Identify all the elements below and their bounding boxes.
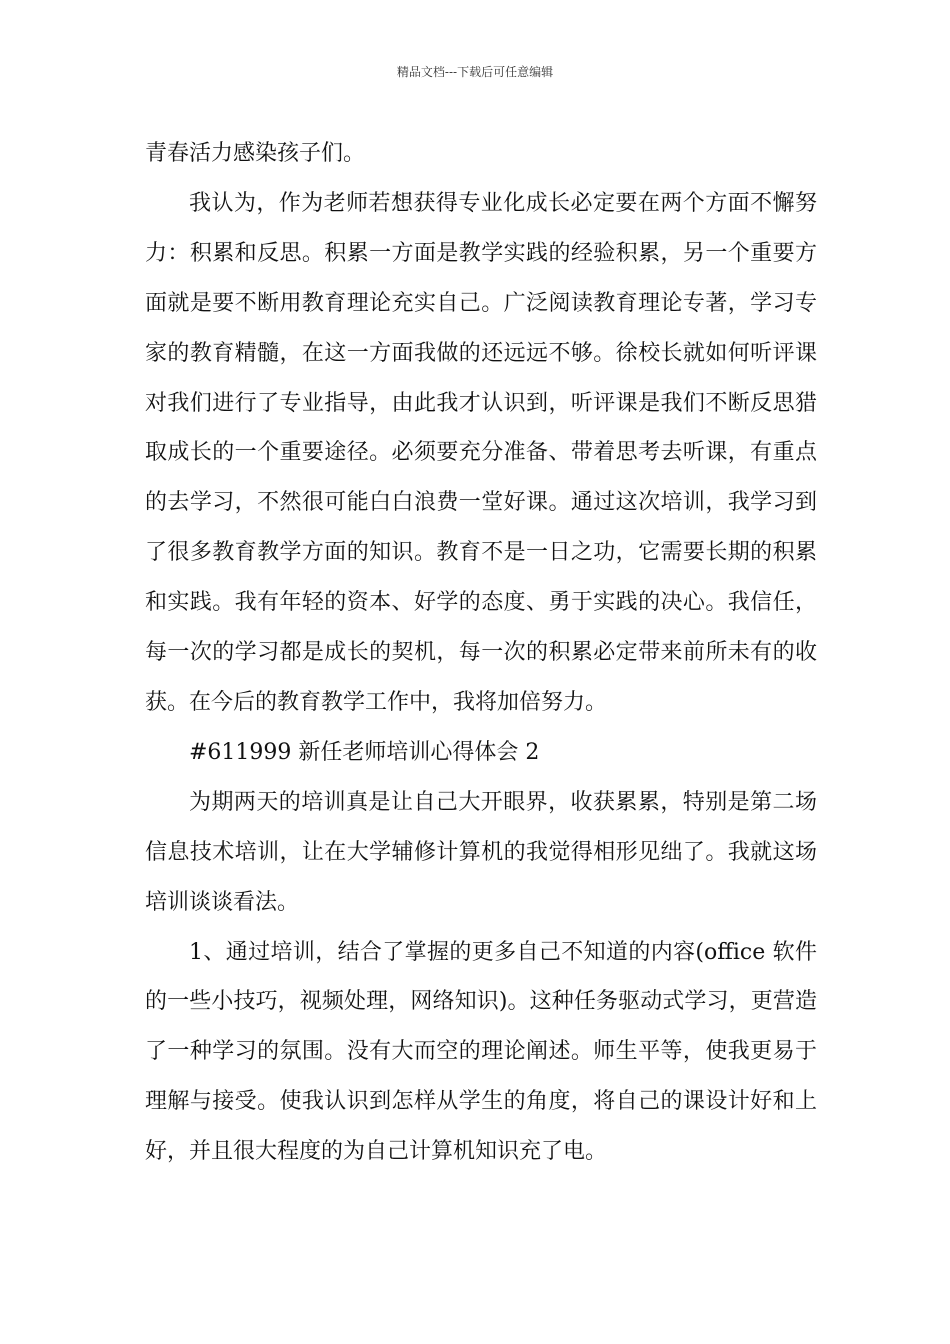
page-header: 精品文档---下载后可任意编辑 [396,65,554,79]
paragraph-3: 为期两天的培训真是让自己大开眼界，收获累累，特别是第二场信息技术培训，让在大学辅修计算机的我觉得相形见绌了。我就这场培训谈谈看法。 [145,789,817,915]
section-heading: #611999 新任老师培训心得体会 2 [189,739,540,765]
document-body [145,129,817,1177]
paragraph-1: 青春活力感染孩子们。 [145,141,366,166]
paragraph-2: 我认为，作为老师若想获得专业化成长必定要在两个方面不懈努力：积累和反思。积累一方面是教学实践的经验积累，另一个重要方面就是要不断用教育理论充实自己。广泛阅读教育理论专著，学习专家的教育精髓，在这一方面我做的还远远不够。徐校长就如何听评课对我们进行了专业指导，由此我才认识到，听评课是我们不断反思猎取成长的一个重要途径。必须要充分准备、带着思考去听课，有重点的去学习，不然很可能白白浪费一堂好课。通过这次培训，我学习到了很多教育教学方面的知识。教育不是一日之功，它需要长期的积累和实践。我有年轻的资本、好学的态度、勇于实践的决心。我信任，每一次的学习都是成长的契机，每一次的积累必定带来前所未有的收获。在今后的教育教学工作中，我将加倍努力。 [145,190,817,715]
paragraph-4: 1、通过培训，结合了掌握的更多自己不知道的内容(office 软件的一些小技巧，视频处理，网络知识)。这种任务驱动式学习，更营造了一种学习的氛围。没有大而空的理论阐述。师生平等，使我更易于理解与接受。使我认识到怎样从学生的角度，将自己的课设计好和上好，并且很大程度的为自己计算机知识充了电。 [145,939,817,1165]
